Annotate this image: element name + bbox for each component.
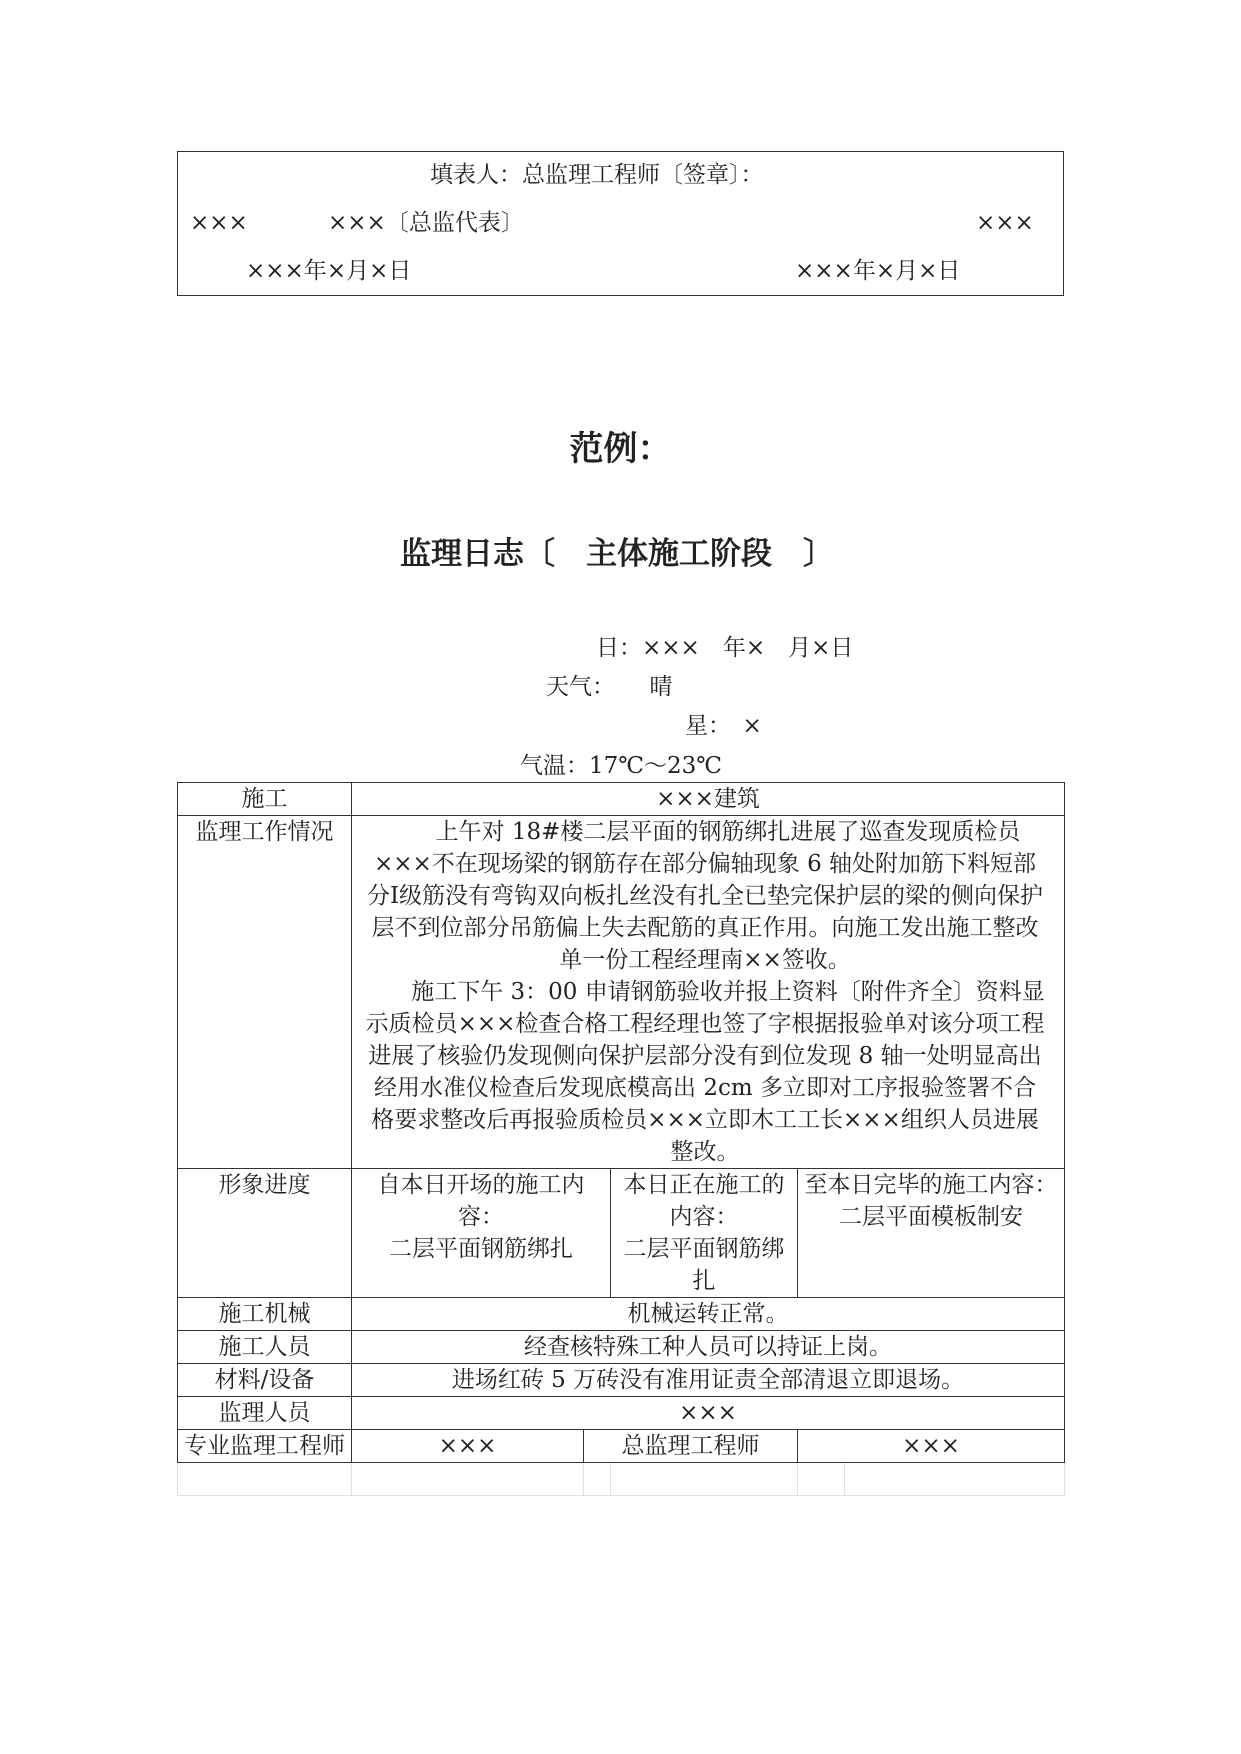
progress-label: 形象进度 <box>178 1169 352 1298</box>
temperature: 气温：17℃～23℃ <box>520 753 722 779</box>
left-date: ×××年×月×日 <box>246 258 412 284</box>
chief-value: ××× <box>798 1430 1065 1463</box>
progress-ongoing-value: 二层平面钢筋绑扎 <box>623 1236 785 1294</box>
table-row <box>178 1364 1065 1397</box>
empty-cell <box>611 1463 798 1496</box>
specialist-label: 专业监理工程师 <box>178 1430 352 1463</box>
supervisors-label: 监理人员 <box>178 1397 352 1430</box>
log-title: 监理日志〔 主体施工阶段 〕 <box>400 536 834 572</box>
table-row <box>178 783 1065 816</box>
weather: 天气： 晴 <box>546 674 673 700</box>
empty-cell <box>798 1463 845 1496</box>
right-name: ××× <box>976 210 1034 236</box>
specialist-value: ××× <box>352 1430 584 1463</box>
supervisors-value: ××× <box>352 1397 1065 1430</box>
materials-value: 进场红砖 5 万砖没有准用证责全部清退立即退场。 <box>352 1364 1065 1397</box>
table-row <box>178 816 1065 1169</box>
work-description <box>352 816 1065 1169</box>
progress-start-value: 二层平面钢筋绑扎 <box>389 1236 573 1262</box>
construction-value: ×××建筑 <box>352 783 1065 816</box>
right-date: ×××年×月×日 <box>795 258 961 284</box>
table-row <box>178 1430 1065 1463</box>
progress-start <box>352 1169 611 1298</box>
progress-start-label: 自本日开场的施工内容： <box>377 1172 585 1230</box>
table-row <box>178 1298 1065 1331</box>
personnel-value: 经查核特殊工种人员可以持证上岗。 <box>352 1331 1065 1364</box>
progress-done <box>798 1169 1065 1298</box>
table-row <box>178 1397 1065 1430</box>
table-row <box>178 1331 1065 1364</box>
filler-label: 填表人：总监理工程师〔签章〕： <box>430 162 764 188</box>
log-date: 日：××× 年× 月×日 <box>596 635 854 661</box>
machinery-label: 施工机械 <box>178 1298 352 1331</box>
work-paragraph-2: 施工下午 3：00 申请钢筋验收并报上资料〔附件齐全〕资料显示质检员×××检查合格工程经理也签了字根据报验单对该分项工程进展了核验仍发现侧向保护层部分没有到位发现 8 轴一处明显高出经用水准仪检查后发现底模高出 2cm 多立即对工序报验签署不合格要求整改后再报验质检员×××立即木工工长×××组织人员进展整改。 <box>365 979 1045 1165</box>
work-paragraph-1: 上午对 18#楼二层平面的钢筋绑扎进展了巡查发现质检员×××不在现场梁的钢筋存在部分偏轴现象 6 轴处附加筋下料短部分Ⅰ级筋没有弯钩双向板扎丝没有扎全已垫完保护层的梁的侧向保护层不到位部分吊筋偏上失去配筋的真正作用。向施工发出施工整改单一份工程经理南××签收。 <box>366 819 1044 973</box>
personnel-label: 施工人员 <box>178 1331 352 1364</box>
progress-done-value: 二层平面模板制安 <box>839 1204 1023 1230</box>
empty-cell <box>178 1463 352 1496</box>
left-name: ××× <box>190 210 248 236</box>
signature-box <box>177 151 1064 296</box>
construction-label: 施工 <box>178 783 352 816</box>
machinery-value: 机械运转正常。 <box>352 1298 1065 1331</box>
deputy-label: ×××〔总监代表〕 <box>328 210 524 236</box>
chief-label: 总监理工程师 <box>584 1430 798 1463</box>
supervision-log-table <box>177 782 1065 1496</box>
work-label: 监理工作情况 <box>178 816 352 1169</box>
progress-ongoing <box>611 1169 798 1298</box>
weekday: 星： × <box>685 713 762 739</box>
table-row-empty <box>178 1463 1065 1496</box>
empty-cell <box>845 1463 1065 1496</box>
empty-cell <box>584 1463 611 1496</box>
example-heading: 范例： <box>569 429 672 469</box>
table-row <box>178 1169 1065 1298</box>
empty-cell <box>352 1463 584 1496</box>
progress-ongoing-label: 本日正在施工的内容： <box>623 1172 785 1230</box>
materials-label: 材料/设备 <box>178 1364 352 1397</box>
progress-done-label: 至本日完毕的施工内容： <box>804 1172 1058 1198</box>
